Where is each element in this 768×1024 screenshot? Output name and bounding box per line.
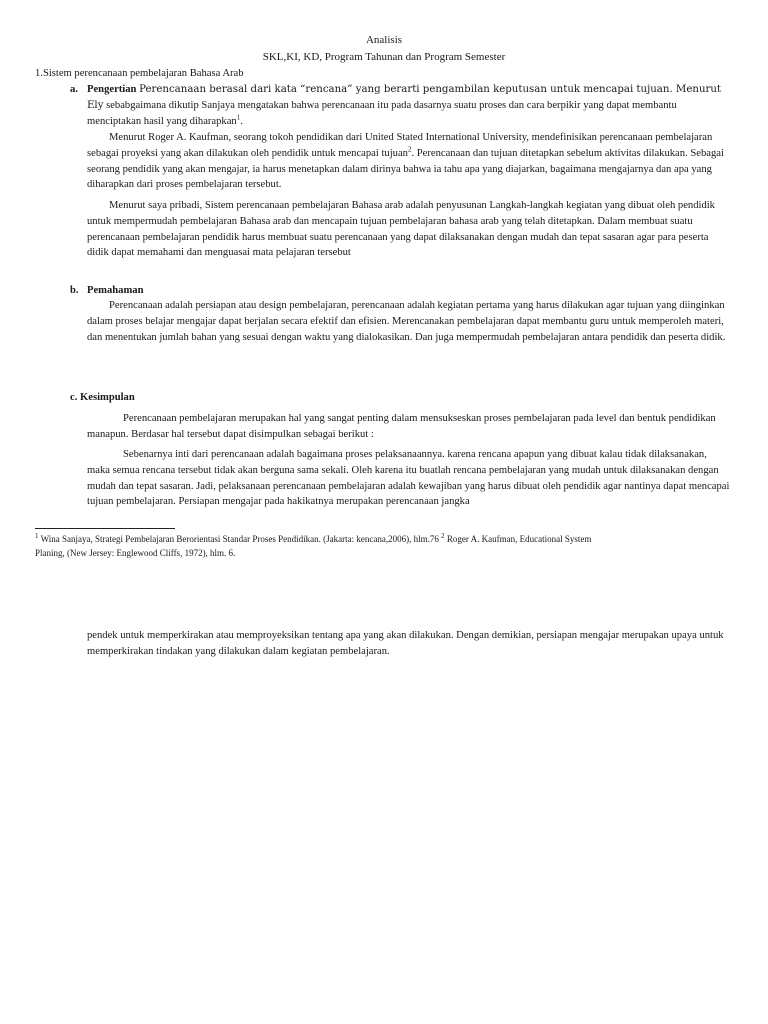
footnotes (35, 532, 595, 560)
footnote-ref-1: 1 (236, 113, 241, 122)
footnote-1-text: Wina Sanjaya, Strategi Pembelajaran Berorientasi Standar Proses Pendidikan. (Jakarta: kencana,2006), hlm.76 (38, 534, 442, 544)
part-b-label: b. (70, 285, 79, 296)
part-a-lead: Perencanaan berasal dari kata “rencana” yang berarti pengambilan keputusan untuk mencapai tujuan. Menurut Ely (87, 84, 722, 111)
part-c-paragraph-2: Sebenarnya inti dari perencanaan adalah bagaimana proses pelaksanaannya. karena rencana apapun yang dibuat kalau tidak dilaksanakan, maka semua rencana tersebut tidak akan berguna sama sekali. Oleh karena itu buatlah rencana pembelajaran yang mudah untuk dilaksanakan dengan mudah dan tepat sasaran. Jadi, pelaksanaan perencanaan pembelajaran adalah kewajiban yang harus dibuat oleh pendidik agar nantinya dapat mencapai tujuan pembelajaran. Persiapan mengajar pada hakikatnya merupakan perencanaan jangka (87, 449, 730, 508)
footnote-2-text: Roger A. Kaufman, Educational System Planing, (New Jersey: Englewood Cliffs, 1972), hlm. 6. (35, 534, 592, 558)
part-c-title: c. Kesimpulan (70, 392, 135, 403)
part-a-p2-b: . Perencanaan dan tujuan ditetapkan sebelum aktivitas dilakukan. Sebagai seorang pendidik yang akan mengajar, ia harus menetapkan dalam dirinya bahwa ia tahu apa yang diajarkan, bagaimana mengajarnya dan apa yang diharapkan dari proses pembelajaran tersebut. (87, 147, 724, 191)
footnote-1-number: 1 (35, 532, 39, 540)
part-a-p1-rest: sebabgaimana dikutip Sanjaya mengatakan bahwa perencanaan itu pada dasarnya suatu proses dan cara berpikir yang dapat membantu menciptakan hasil yang diharapkan (87, 99, 677, 127)
part-a-p2-a: Menurut Roger A. Kaufman, seorang tokoh pendidikan dari United Stated International University, mendefinisikan perencanaan pembelajaran sebagai proyeksi yang akan dilakukan oleh pendidik untuk mencapai tujuan (87, 132, 713, 159)
footnote-2-number: 2 (441, 532, 445, 540)
part-c-paragraph-1: Perencanaan pembelajaran merupakan hal yang sangat penting dalam mensukseskan proses pembelajaran pada level dan bentuk pendidikan manapun. Berdasar hal tersebut dapat disimpulkan sebagai berikut : (87, 413, 716, 440)
part-b-title: Pemahaman (87, 285, 144, 296)
part-a-title: Pengertian (87, 84, 137, 95)
part-a-paragraph-3: Menurut saya pribadi, Sistem perencanaan pembelajaran Bahasa arab adalah penyusunan Langkah-langkah kegiatan yang dibuat oleh pendidik untuk mempermudah pembelajaran Bahasa arab dan mencapain tujuan pembelajaran bahasa arab yang telah ditetapkan. Dalam membuat suatu perencanaan pembelajaran pendidik harus membuat suatu perencanaan yang dapat dilaksanakan dengan mudah dan tepat sasaran agar para peserta didik dapat memahami dan menguasai mata pelajaran tersebut (87, 200, 715, 259)
section-heading: 1.Sistem perencanaan pembelajaran Bahasa Arab (35, 68, 244, 79)
part-a-label (70, 82, 82, 98)
part-c-paragraph-2-continued: pendek untuk memperkirakan atau memproyeksikan tentang apa yang akan dilakukan. Dengan demikian, persiapan mengajar merupakan upaya untuk memperkirakan tindakan yang dilakukan dalam kegiatan pembelajaran. (87, 630, 724, 657)
doc-title-line2: SKL,KI, KD, Program Tahunan dan Program Semester (262, 51, 506, 63)
part-a-p1-end: . (240, 115, 243, 127)
part-a-letter: a. (70, 84, 78, 95)
part-a-paragraph-1 (87, 82, 731, 129)
part-b-paragraph: Perencanaan adalah persiapan atau design pembelajaran, perencanaan adalah kegiatan pertama yang harus dilakukan agar tujuan yang diinginkan dalam proses belajar mengajar dapat berjalan secara efektif dan efisien. Merencanakan pembelajaran dapat membantu guru untuk memperoleh materi, dan menentukan jumlah bahan yang sesuai dengan waktu yang dialokasikan. Dan juga mempermudah pembelajaran antara pendidik dan peserta didik. (87, 300, 726, 343)
doc-title-line1: Analisis (365, 34, 403, 46)
footnote-divider (35, 528, 175, 529)
footnote-ref-2: 2 (407, 145, 412, 154)
part-a-paragraph-2 (87, 130, 731, 193)
